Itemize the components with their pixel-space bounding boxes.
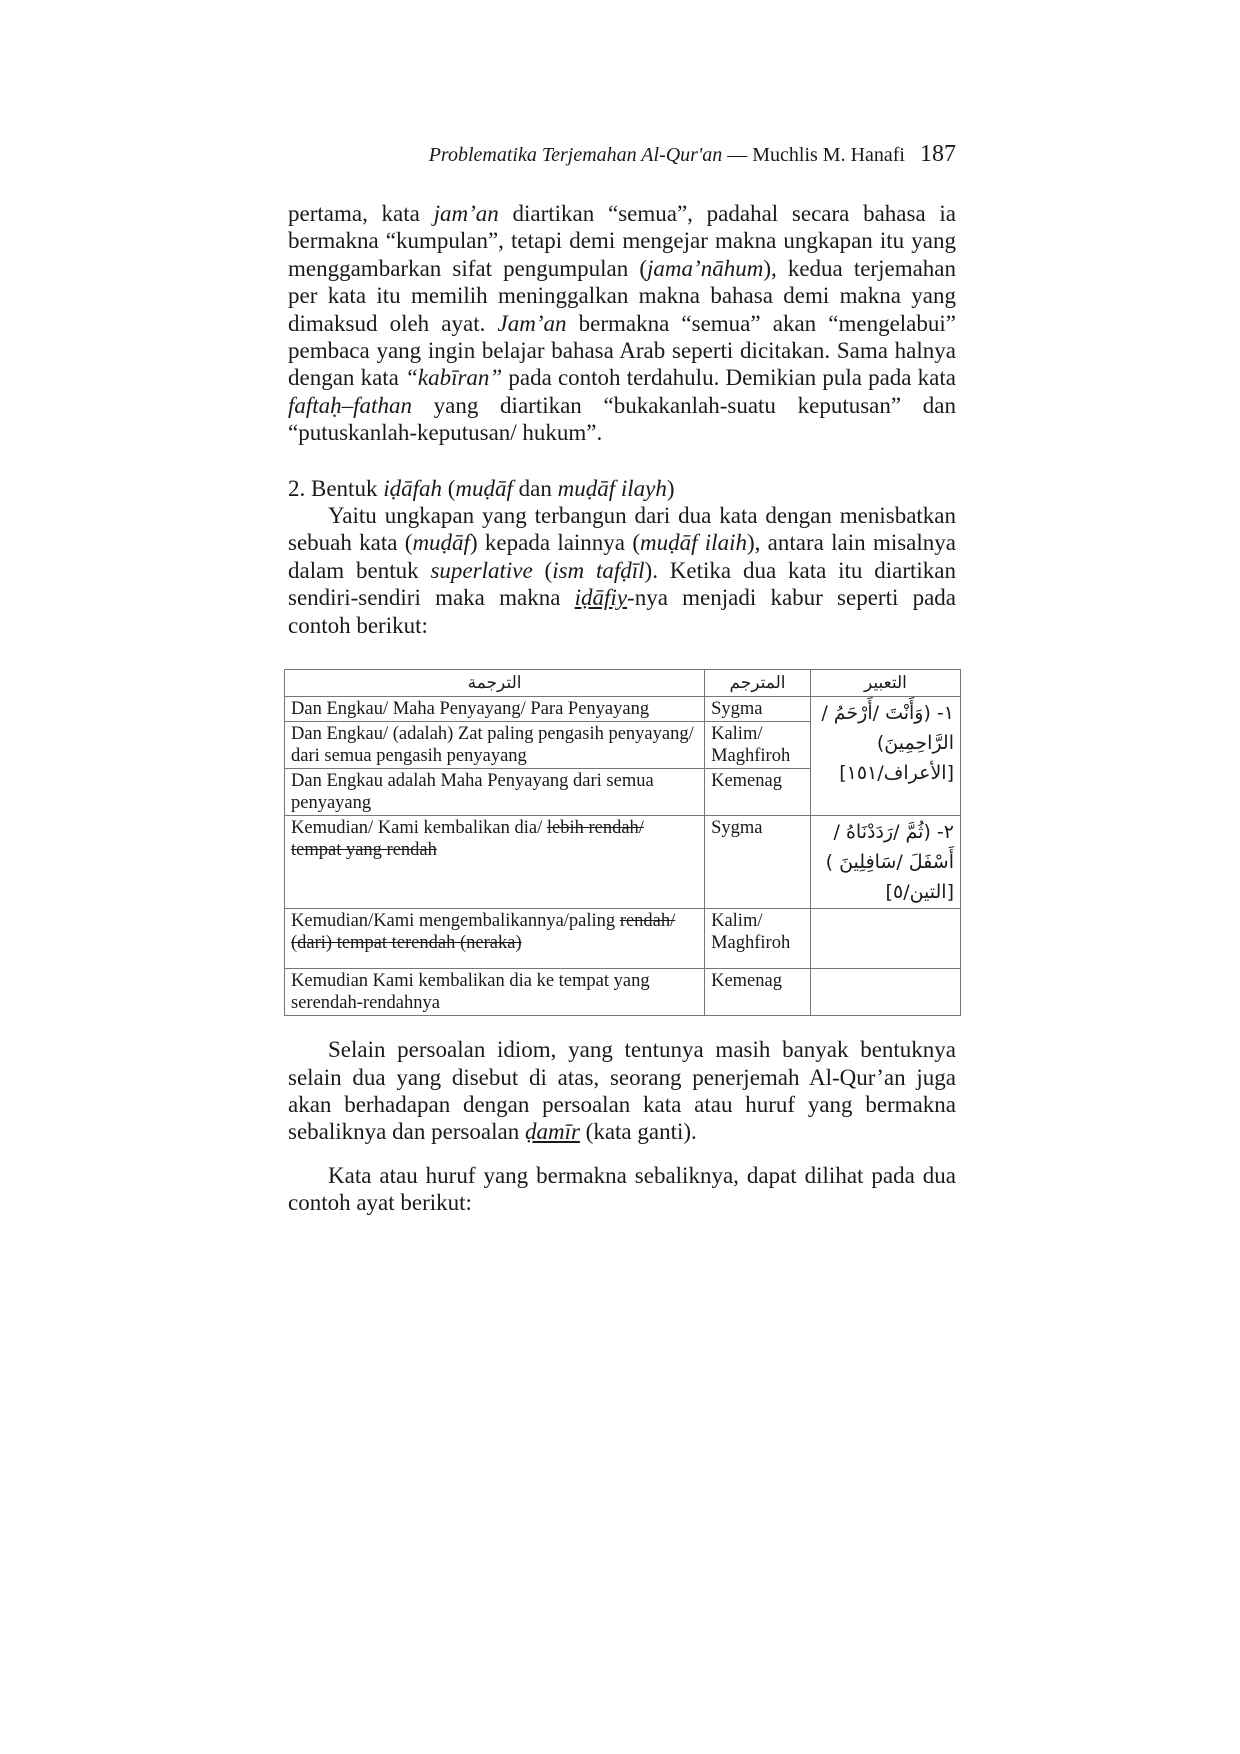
header-expression: التعبير [810,670,960,697]
paragraph-1: pertama, kata jam’an diartikan “semua”, padahal secara bahasa ia bermakna “kumpulan”, tetapi demi mengejar makna ungkapan itu yang menggambarkan sifat pengumpulan (jama’nāhum), kedua terjemahan per kata itu memilih meninggalkan makna bahasa demi makna yang dimaksud oleh ayat. Jam’an bermakna “semua” akan “mengelabui” pembaca yang ingin belajar bahasa Arab seperti dicitakan. Sama halnya dengan kata “kabīran” pada contoh terdahulu. Demikian pula pada kata faftaḥ–fathan yang diartikan “bukakanlah-suatu keputusan” dan “putuskanlah-keputusan/ hukum”. [288,201,957,446]
page-number: 187 [920,141,956,167]
section-heading: 2. Bentuk iḍāfah (muḍāf dan muḍāf ilayh) [288,475,675,501]
paragraph-3: Selain persoalan idiom, yang tentunya masih banyak bentuknya selain dua yang disebut di atas, seorang penerjemah Al-Qur’an juga akan berhadapan dengan persoalan kata atau huruf yang bermakna sebaliknya dan persoalan ḍamīr (kata ganti). [288,1037,956,1145]
author-name: Muchlis M. Hanafi [752,144,905,166]
table-row: Kemudian/ Kami kembalikan dia/ lebih rendah/ tempat yang rendah Sygma ٢- (ثُمَّ /رَدَدْنَاهُ /أَسْفَلَ /سَافِلِينَ ) [التين/٥] [285,816,961,909]
journal-title: Problematika Terjemahan Al-Qur'an [428,144,723,166]
table-row: Dan Engkau adalah Maha Penyayang dari semua penyayang Kemenag [285,769,961,816]
paragraph-2: Yaitu ungkapan yang terbangun dari dua kata dengan menisbatkan sebuah kata (muḍāf) kepada lainnya (muḍāf ilaih), antara lain misalnya dalam bentuk superlative (ism tafḍīl). Ketika dua kata itu diartikan sendiri-sendiri maka makna iḍāfiy-nya menjadi kabur seperti pada contoh berikut: [288,503,956,638]
table-row: Kemudian/Kami mengembalikannya/paling rendah/ (dari) tempat terendah (neraka) Kalim/ Maghfiroh [285,909,961,969]
header-dash: — [727,144,748,166]
translation-table [284,669,961,1016]
header-translation: الترجمة [285,670,705,697]
table-row: Kemudian Kami kembalikan dia ke tempat yang serendah-rendahnya Kemenag [285,969,961,1016]
page-body [288,200,956,1217]
paragraph-4: Kata atau huruf yang bermakna sebaliknya, dapat dilihat pada dua contoh ayat berikut: [288,1162,956,1216]
table-header-row [285,670,961,697]
arabic-expression-2: ٢- (ثُمَّ /رَدَدْنَاهُ /أَسْفَلَ /سَافِلِينَ ) [التين/٥] [810,816,960,909]
arabic-expression-1: ١- (وَأَنْتَ /أَرْحَمُ /الرَّاحِمِينَ) [الأعراف/١٥١] [810,697,960,816]
table-row: Dan Engkau/ Maha Penyayang/ Para Penyayang Sygma ١- (وَأَنْتَ /أَرْحَمُ /الرَّاحِمِينَ) [الأعراف/١٥١] [285,697,961,722]
table-row: Dan Engkau/ (adalah) Zat paling pengasih penyayang/ dari semua pengasih penyayang Kalim/ Maghfiroh [285,722,961,769]
running-header [288,140,956,169]
header-translator: المترجم [705,670,811,697]
